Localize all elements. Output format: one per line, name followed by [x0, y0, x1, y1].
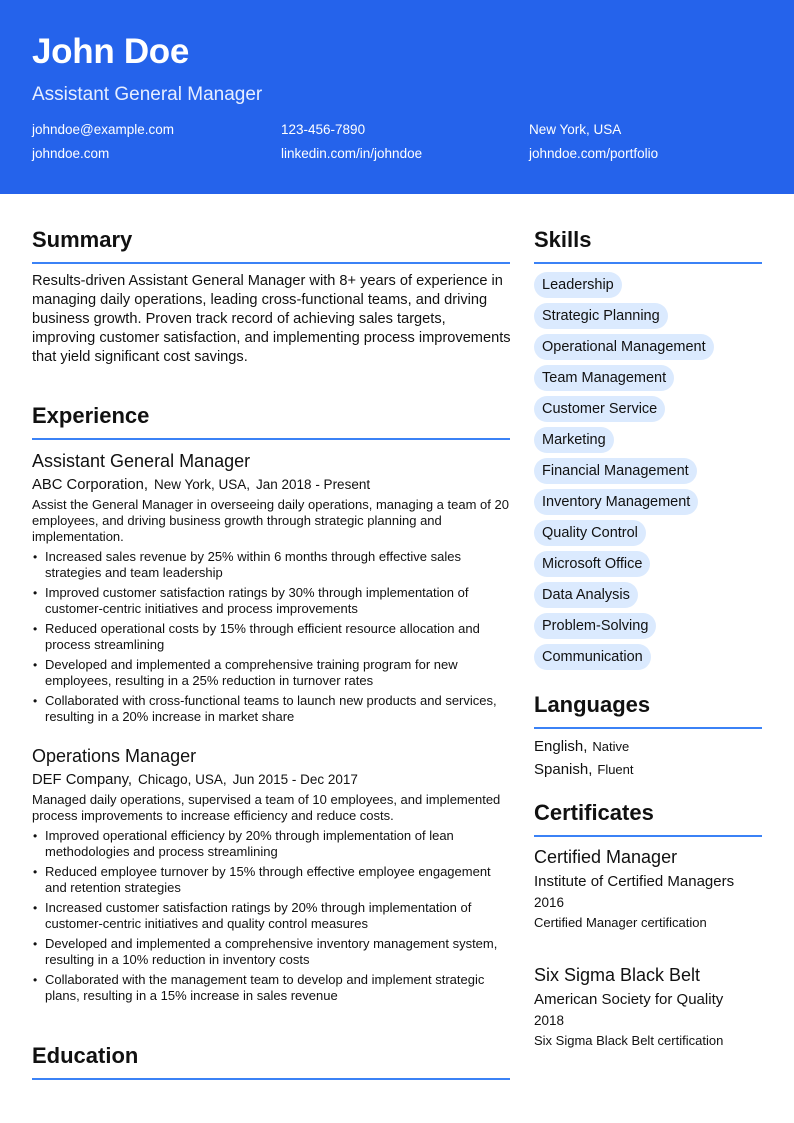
certificate-year: 2016	[534, 895, 565, 910]
language-name: English,	[534, 738, 588, 755]
experience-divider	[32, 438, 510, 440]
bullet-icon: •	[33, 865, 38, 879]
skill-tag: Quality Control	[534, 520, 646, 546]
skill-tag: Inventory Management	[534, 489, 698, 515]
contact-location: New York, USA	[529, 122, 622, 137]
contact-phone[interactable]: 123-456-7890	[281, 122, 366, 137]
job-meta	[32, 474, 512, 495]
skills-list	[534, 272, 762, 675]
languages-heading: Languages	[534, 692, 651, 717]
job-entry	[32, 449, 512, 729]
skills-divider	[534, 262, 762, 264]
skill-tag: Problem-Solving	[534, 613, 656, 639]
header-banner	[0, 0, 794, 194]
job-location: Chicago, USA,	[138, 772, 227, 787]
job-company: ABC Corporation,	[32, 477, 148, 493]
skill-tag: Leadership	[534, 272, 622, 298]
job-description: Managed daily operations, supervised a team of 10 employees, and implemented process improvements to increase efficiency and reduce costs.	[32, 792, 501, 823]
candidate-name: John Doe	[32, 32, 190, 71]
bullet-icon: •	[33, 973, 38, 987]
summary-heading: Summary	[32, 227, 133, 252]
list-item: • Improved customer satisfaction ratings by 30% through implementation of customer-centric initiatives and process improvements	[33, 585, 469, 616]
bullet-icon: •	[33, 901, 38, 915]
skill-tag: Communication	[534, 644, 651, 670]
job-achievements	[32, 549, 512, 725]
skill-tag: Operational Management	[534, 334, 714, 360]
contact-linkedin[interactable]: linkedin.com/in/johndoe	[281, 146, 423, 161]
certificate-name: Six Sigma Black Belt	[534, 965, 701, 985]
certificate-entry	[534, 845, 762, 932]
skill-tag: Marketing	[534, 427, 614, 453]
job-location: New York, USA,	[153, 477, 251, 492]
contact-website[interactable]: johndoe.com	[32, 146, 110, 161]
list-item: • Improved operational efficiency by 20% through implementation of lean methodologies and process streamlining	[33, 828, 454, 859]
summary-divider	[32, 262, 510, 264]
job-dates: Jan 2018 - Present	[256, 477, 371, 492]
language-name: Spanish,	[534, 761, 593, 778]
list-item: • Developed and implemented a comprehensive inventory management system, resulting in a 10% reduction in inventory costs	[33, 936, 498, 967]
skill-tag: Microsoft Office	[534, 551, 650, 577]
skill-tag: Data Analysis	[534, 582, 638, 608]
certificates-divider	[534, 835, 762, 837]
job-meta	[32, 769, 512, 790]
job-achievements	[32, 828, 512, 1004]
certificates-heading: Certificates	[534, 800, 654, 825]
bullet-icon: •	[33, 622, 38, 636]
certificate-name: Certified Manager	[534, 847, 678, 867]
summary-text: Results-driven Assistant General Manager with 8+ years of experience in managing daily operations, leading cross-functional teams, and driving business growth. Proven track record of achieving sales targets, improving customer satisfaction, and implementing process improvements that yield significant cost savings.	[32, 273, 511, 365]
candidate-title: Assistant General Manager	[32, 84, 263, 105]
job-entry	[32, 744, 512, 1008]
bullet-icon: •	[33, 550, 38, 564]
education-heading: Education	[32, 1043, 139, 1068]
education-divider	[32, 1078, 510, 1080]
list-item: • Increased customer satisfaction ratings by 20% through implementation of customer-centric initiatives and quality control measures	[33, 900, 472, 931]
language-entry	[534, 760, 634, 780]
skill-tag: Customer Service	[534, 396, 665, 422]
list-item: • Developed and implemented a comprehensive training program for new employees, resulting in a 25% reduction in turnover rates	[33, 657, 458, 688]
bullet-icon: •	[33, 586, 38, 600]
list-item: • Reduced employee turnover by 15% through effective employee engagement and retention strategies	[33, 864, 491, 895]
job-dates: Jun 2015 - Dec 2017	[232, 772, 358, 787]
experience-heading: Experience	[32, 403, 150, 428]
list-item: • Collaborated with cross-functional teams to launch new products and services, resulting in a 20% increase in market share	[33, 693, 497, 724]
job-description: Assist the General Manager in overseeing daily operations, managing a team of 20 employees, and driving business growth through strategic planning and implementation.	[32, 497, 509, 544]
skills-heading: Skills	[534, 227, 592, 252]
skill-tag: Financial Management	[534, 458, 697, 484]
bullet-icon: •	[33, 937, 38, 951]
contact-email[interactable]: johndoe@example.com	[32, 122, 175, 137]
bullet-icon: •	[33, 829, 38, 843]
certificate-entry	[534, 963, 762, 1050]
certificate-issuer: Institute of Certified Managers	[534, 873, 735, 890]
language-entry	[534, 737, 629, 757]
certificate-issuer: American Society for Quality	[534, 991, 724, 1008]
skill-tag: Team Management	[534, 365, 674, 391]
skill-tag: Strategic Planning	[534, 303, 668, 329]
bullet-icon: •	[33, 694, 38, 708]
contact-portfolio[interactable]: johndoe.com/portfolio	[529, 146, 659, 161]
job-company: DEF Company,	[32, 772, 133, 788]
job-role: Operations Manager	[32, 746, 197, 766]
certificate-year: 2018	[534, 1013, 565, 1028]
language-level: Fluent	[597, 762, 634, 777]
certificate-description: Certified Manager certification	[534, 915, 707, 930]
job-role: Assistant General Manager	[32, 451, 251, 471]
bullet-icon: •	[33, 658, 38, 672]
list-item: • Collaborated with the management team to develop and implement strategic plans, resulting in a 15% increase in sales revenue	[33, 972, 485, 1003]
languages-divider	[534, 727, 762, 729]
list-item: • Increased sales revenue by 25% within 6 months through effective sales strategies and team leadership	[33, 549, 461, 580]
language-level: Native	[592, 739, 630, 754]
list-item: • Reduced operational costs by 15% through efficient resource allocation and process streamlining	[33, 621, 480, 652]
certificate-description: Six Sigma Black Belt certification	[534, 1033, 724, 1048]
